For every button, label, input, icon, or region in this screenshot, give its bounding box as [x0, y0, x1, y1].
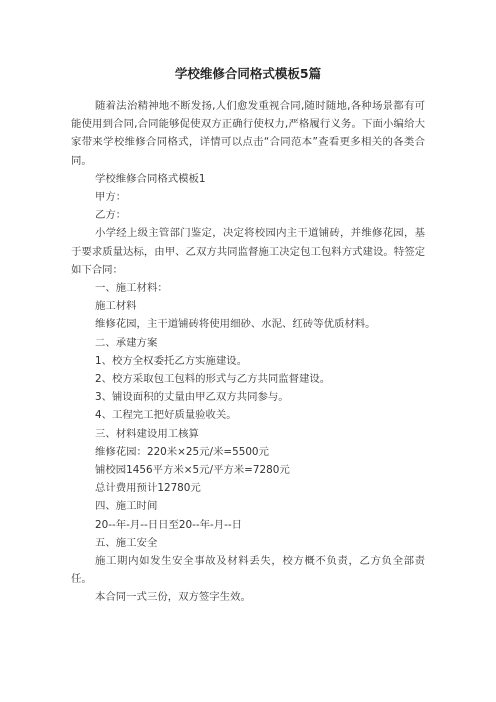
list-item: 1、校方全权委托乙方实施建设。 [95, 354, 248, 367]
intro-paragraph: 随着法治精神地不断发扬,人们愈发重视合同,随时随地,各种场景都有可能使用到合同,合同能够促使双方正确行使权力,严格履行义务。下面小编给大家带来学校维修合同格式，详情可以点击“合同范本”查看更多相关的各类合同。 [71, 100, 425, 167]
template-heading: 学校维修合同格式模板1 [95, 172, 206, 185]
closing-paragraph: 本合同一式三份，双方签字生效。 [95, 591, 251, 604]
section-heading: 三、材料建设用工核算 [95, 427, 199, 440]
contract-preamble: 小学经上级主管部门鉴定，决定将校园内主干道铺砖，并维修花园，基于要求质量达标，由甲、乙双方共同监督施工决定包工包料方式建设。特签定如下合同： [71, 227, 425, 276]
paragraph: 施工材料 [95, 300, 137, 313]
paragraph: 维修花园，主干道铺砖将使用细砂、水泥、红砖等优质材料。 [95, 318, 376, 331]
section-heading: 四、施工时间 [95, 500, 158, 513]
document-body [71, 97, 425, 607]
cost-total: 总计费用预计12780元 [95, 482, 201, 495]
party-b-label: 乙方： [95, 209, 127, 222]
document-title: 学校维修合同格式模板5篇 [174, 66, 322, 81]
list-item: 4、工程完工把好质量验收关。 [95, 409, 237, 422]
section-heading: 五、施工安全 [95, 536, 158, 549]
cost-line: 维修花园：220米×25元/米=5500元 [95, 445, 269, 458]
list-item: 3、铺设面积的丈量由甲乙双方共同参与。 [95, 391, 289, 404]
party-a-label: 甲方： [95, 191, 127, 204]
section-heading: 一、施工材料： [95, 282, 168, 295]
paragraph: 施工期内如发生安全事故及材料丢失，校方概不负责，乙方负全部责任。 [71, 555, 425, 586]
list-item: 2、校方采取包工包料的形式与乙方共同监督建设。 [95, 373, 331, 386]
section-heading: 二、承建方案 [95, 336, 158, 349]
date-range: 20--年-月--日日至20--年-月--日 [95, 518, 243, 531]
cost-line: 铺校园1456平方米×5元/平方米=7280元 [95, 464, 290, 477]
